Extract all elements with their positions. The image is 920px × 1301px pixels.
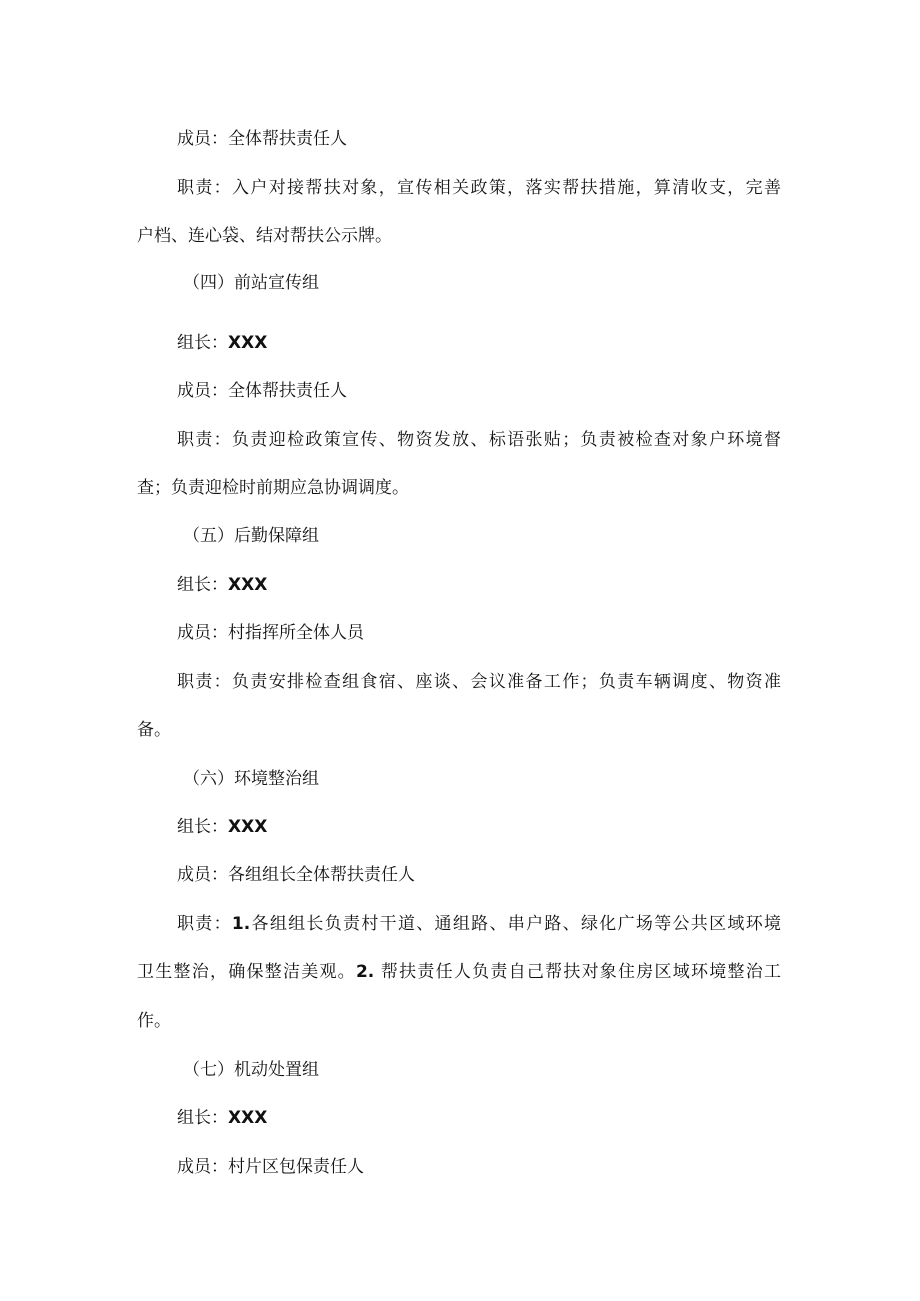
members-value: 村片区包保责任人 [228, 1157, 364, 1177]
duty-line [177, 912, 781, 936]
members-label: 成员： [177, 1157, 228, 1177]
leader-value: XXX [228, 817, 268, 837]
members-line [177, 379, 827, 403]
duty-line-continued: 查；负责迎检时前期应急协调调度。 [137, 478, 409, 498]
duty-line-continued [137, 960, 781, 984]
members-label: 成员： [177, 865, 228, 885]
leader-line [177, 815, 827, 839]
leader-label: 组长： [177, 1108, 228, 1128]
members-label: 成员： [177, 623, 228, 643]
leader-line [177, 331, 827, 355]
members-label: 成员： [177, 129, 228, 149]
duty-line-continued: 作。 [137, 1011, 171, 1031]
members-value: 村指挥所全体人员 [228, 623, 364, 643]
duty-item-text: 卫生整治，确保整洁美观。 [137, 962, 356, 982]
members-label: 成员： [177, 381, 228, 401]
leader-label: 组长： [177, 575, 228, 595]
leader-label: 组长： [177, 817, 228, 837]
members-value: 全体帮扶责任人 [228, 381, 347, 401]
leader-line [177, 1106, 827, 1130]
duty-item-text: 帮扶责任人负责自己帮扶对象住房区域环境整治工 [374, 962, 782, 982]
duty-item-number: 1. [231, 914, 251, 934]
section-heading: （七）机动处置组 [183, 1060, 319, 1080]
duty-line-continued: 户档、连心袋、结对帮扶公示牌。 [137, 226, 392, 246]
members-line [177, 1155, 827, 1179]
members-value: 全体帮扶责任人 [228, 129, 347, 149]
members-line [177, 863, 827, 887]
members-line [177, 127, 827, 151]
members-value: 各组组长全体帮扶责任人 [228, 865, 415, 885]
section-heading: （六）环境整治组 [183, 769, 319, 789]
duty-line: 职责：负责迎检政策宣传、物资发放、标语张贴；负责被检查对象户环境督 [177, 430, 781, 450]
duty-line: 职责：负责安排检查组食宿、座谈、会议准备工作；负责车辆调度、物资准 [177, 672, 781, 692]
leader-line [177, 573, 827, 597]
duty-item-text: 各组组长负责村干道、通组路、串户路、绿化广场等公共区域环境 [250, 914, 782, 934]
duty-line-continued: 备。 [137, 720, 171, 740]
members-line [177, 621, 827, 645]
leader-value: XXX [228, 575, 268, 595]
leader-label: 组长： [177, 333, 228, 353]
duty-line: 职责：入户对接帮扶对象，宣传相关政策，落实帮扶措施，算清收支，完善 [177, 178, 781, 198]
section-heading: （五）后勤保障组 [183, 526, 319, 546]
section-heading: （四）前站宣传组 [183, 273, 319, 293]
leader-value: XXX [228, 1108, 268, 1128]
duty-label: 职责： [177, 914, 232, 934]
duty-item-number: 2. [355, 962, 375, 982]
leader-value: XXX [228, 333, 268, 353]
